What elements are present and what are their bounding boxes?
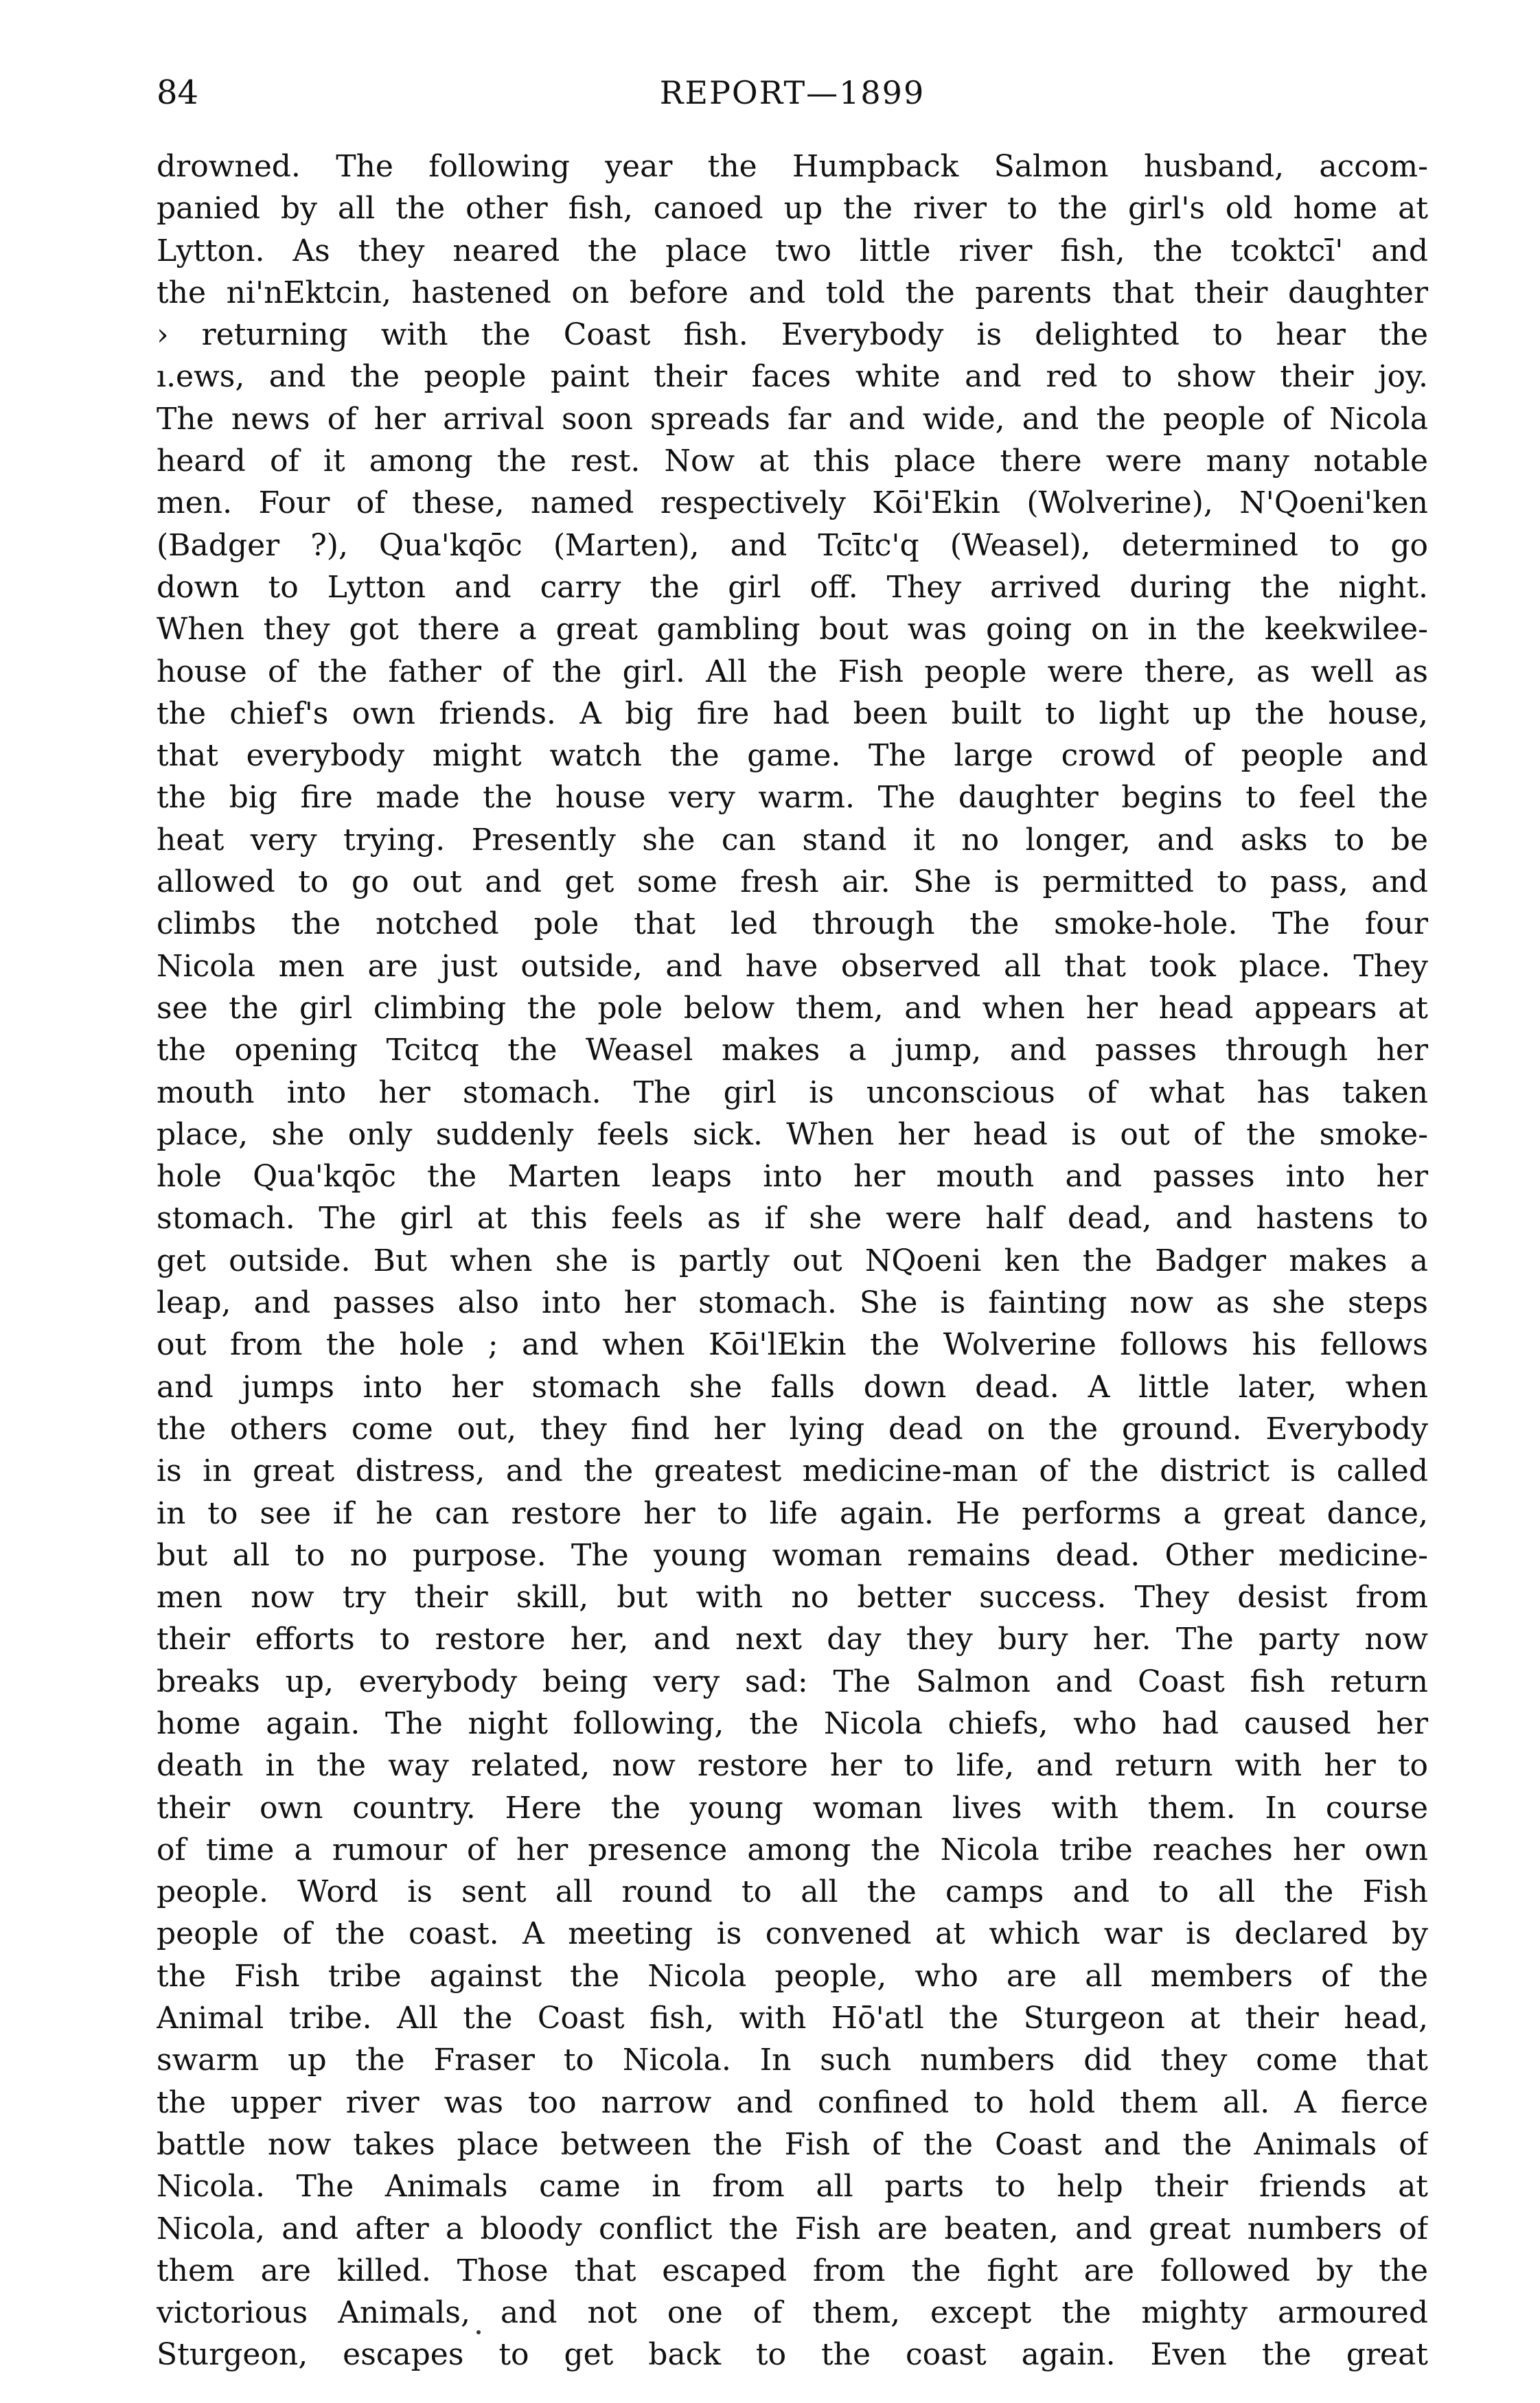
text-line: men. Four of these, named respectively Kōi'Ekin (Wolverine), N'Qoeni'ken: [157, 485, 1428, 521]
text-line: When they got there a great gambling bout was going on in the keekwilee-: [157, 612, 1428, 647]
text-line: people of the coast. A meeting is convened at which war is declared by: [157, 1916, 1428, 1952]
text-line: but all to no purpose. The young woman remains dead. Other medicine-: [157, 1537, 1428, 1573]
text-line: and jumps into her stomach she falls down dead. A little later, when: [157, 1369, 1428, 1405]
text-line: the upper river was too narrow and confined to hold them all. A fierce: [157, 2084, 1428, 2120]
page-mark: [476, 2330, 481, 2334]
text-line: victorious Animals, and not one of them, except the mighty armoured: [157, 2295, 1428, 2331]
text-line: Nicola, and after a bloody conflict the Fish are beaten, and great numbers of: [157, 2211, 1428, 2246]
text-line: them are killed. Those that escaped from the fight are followed by the: [157, 2253, 1428, 2288]
text-line: leap, and passes also into her stomach. She is fainting now as she steps: [157, 1285, 1428, 1321]
text-line: of time a rumour of her presence among the Nicola tribe reaches her own: [157, 1832, 1428, 1867]
text-line: climbs the notched pole that led through the smoke-hole. The four: [157, 906, 1428, 942]
text-line: battle now takes place between the Fish of the Coast and the Animals of: [157, 2126, 1428, 2162]
text-line: in to see if he can restore her to life again. He performs a great dance,: [157, 1495, 1428, 1531]
text-line: mouth into her stomach. The girl is unconscious of what has taken: [157, 1074, 1428, 1110]
text-line: death in the way related, now restore her to life, and return with her to: [157, 1748, 1428, 1784]
text-line: the big fire made the house very warm. The daughter begins to feel the: [157, 780, 1428, 816]
text-line: people. Word is sent all round to all the camps and to all the Fish: [157, 1874, 1428, 1910]
text-line: hole Qua'kqōc the Marten leaps into her mouth and passes into her: [157, 1159, 1428, 1195]
text-line: their own country. Here the young woman lives with them. In course: [157, 1790, 1428, 1826]
text-line: get outside. But when she is partly out NQoeni ken the Badger makes a: [157, 1243, 1428, 1278]
text-line: (Badger ?), Qua'kqōc (Marten), and Tcītc'q (Weasel), determined to go: [157, 527, 1428, 563]
text-line: Animal tribe. All the Coast fish, with Hō'atl the Sturgeon at their head,: [157, 2001, 1428, 2036]
text-line: swarm up the Fraser to Nicola. In such numbers did they come that: [157, 2043, 1428, 2078]
text-line: out from the hole ; and when Kōi'lEkin the Wolverine follows his fellows: [157, 1327, 1428, 1363]
text-line: the opening Tcitcq the Weasel makes a jump, and passes through her: [157, 1033, 1428, 1068]
text-line: men now try their skill, but with no better success. They desist from: [157, 1580, 1428, 1616]
text-line: The news of her arrival soon spreads far and wide, and the people of Nicola: [157, 401, 1428, 437]
text-line: Nicola. The Animals came in from all parts to help their friends at: [157, 2169, 1428, 2205]
text-line: heat very trying. Presently she can stand it no longer, and asks to be: [157, 822, 1428, 858]
text-line: drowned. The following year the Humpback Salmon husband, accom-: [157, 149, 1428, 184]
page-header: [157, 69, 1428, 117]
text-line: home again. The night following, the Nicola chiefs, who had caused her: [157, 1705, 1428, 1741]
text-line: Nicola men are just outside, and have observed all that took place. They: [157, 948, 1428, 984]
text-line: Lytton. As they neared the place two little river fish, the tcoktcī' and: [157, 233, 1428, 268]
text-line: house of the father of the girl. All the Fish people were there, as well as: [157, 654, 1428, 689]
text-line: the Fish tribe against the Nicola people, who are all members of the: [157, 1958, 1428, 1994]
text-line: is in great distress, and the greatest medicine-man of the district is called: [157, 1453, 1428, 1489]
text-line: the ni'nEktcin, hastened on before and told the parents that their daughter: [157, 275, 1428, 310]
text-line: the others come out, they find her lying dead on the ground. Everybody: [157, 1411, 1428, 1447]
body-text: [157, 146, 1428, 2376]
text-line: breaks up, everybody being very sad: The Salmon and Coast fish return: [157, 1664, 1428, 1699]
text-line: see the girl climbing the pole below them, and when her head appears at: [157, 990, 1428, 1026]
text-line: Sturgeon, escapes to get back to the coast again. Even the great: [157, 2337, 1428, 2373]
text-line: place, she only suddenly feels sick. When her head is out of the smoke-: [157, 1116, 1428, 1152]
text-line: the chief's own friends. A big fire had been built to light up the house,: [157, 695, 1428, 731]
text-line: down to Lytton and carry the girl off. They arrived during the night.: [157, 569, 1428, 605]
text-line: › returning with the Coast fish. Everybody is delighted to hear the: [157, 317, 1428, 353]
text-line: their efforts to restore her, and next day they bury her. The party now: [157, 1622, 1428, 1657]
text-line: that everybody might watch the game. The large crowd of people and: [157, 738, 1428, 774]
document-page: [157, 0, 1428, 2403]
page-number: 84: [157, 73, 199, 112]
running-head: REPORT—1899: [659, 74, 926, 111]
text-line: panied by all the other fish, canoed up the river to the girl's old home at: [157, 191, 1428, 227]
text-line: ı.ews, and the people paint their faces white and red to show their joy.: [157, 359, 1428, 395]
text-line: heard of it among the rest. Now at this place there were many notable: [157, 444, 1428, 479]
text-line: allowed to go out and get some fresh air. She is permitted to pass, and: [157, 864, 1428, 900]
text-line: stomach. The girl at this feels as if she were half dead, and hastens to: [157, 1201, 1428, 1237]
